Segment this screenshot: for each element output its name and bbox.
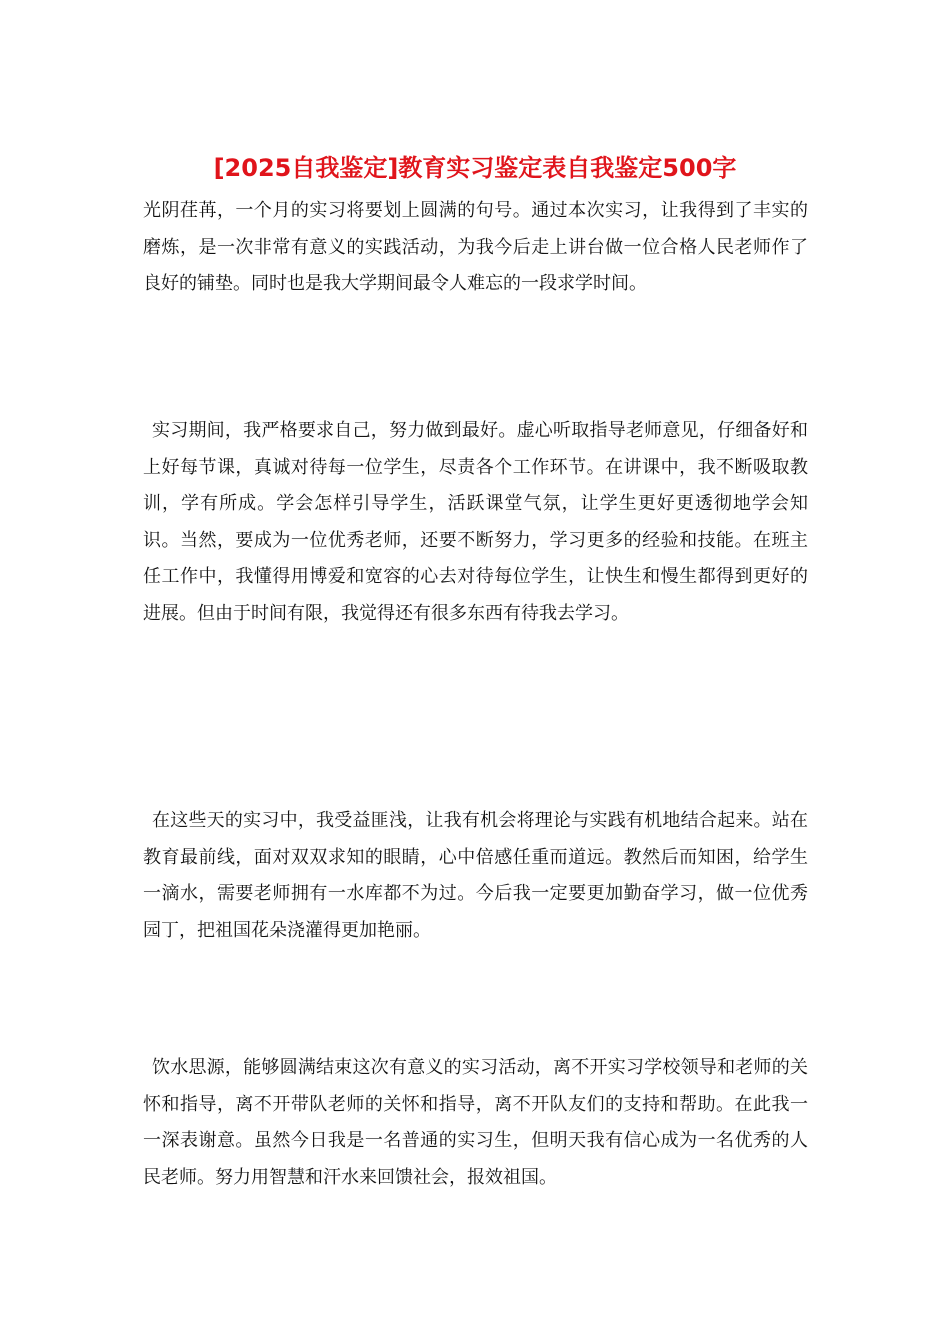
paragraph-gratitude: 饮水思源，能够圆满结束这次有意义的实习活动，离不开实习学校领导和老师的关怀和指导，离不开带队老师的关怀和指导，离不开队友们的支持和帮助。在此我一一深表谢意。虽然今日我是一名普通的实习生，但明天我有信心成为一名优秀的人民老师。努力用智慧和汗水来回馈社会，报效祖国。 bbox=[143, 1057, 808, 1188]
document-title: [2025自我鉴定]教育实习鉴定表自我鉴定500字 bbox=[213, 154, 737, 182]
paragraph-internship-period: 实习期间，我严格要求自己，努力做到最好。虚心听取指导老师意见，仔细备好和上好每节课，真诚对待每一位学生，尽责各个工作环节。在讲课中，我不断吸取教训，学有所成。学会怎样引导学生，活跃课堂气氛，让学生更好更透彻地学会知识。当然，要成为一位优秀老师，还要不断努力，学习更多的经验和技能。在班主任工作中，我懂得用博爱和宽容的心去对待每位学生，让快生和慢生都得到更好的进展。但由于时间有限，我觉得还有很多东西有待我去学习。 bbox=[143, 420, 808, 624]
paragraph-intro: 光阴荏苒，一个月的实习将要划上圆满的句号。通过本次实习，让我得到了丰实的磨炼，是一次非常有意义的实践活动，为我今后走上讲台做一位合格人民老师作了良好的铺垫。同时也是我大学期间最令人难忘的一段求学时间。 bbox=[143, 200, 808, 294]
paragraph-reflection: 在这些天的实习中，我受益匪浅，让我有机会将理论与实践有机地结合起来。站在教育最前线，面对双双求知的眼睛，心中倍感任重而道远。教然后而知困，给学生一滴水，需要老师拥有一水库都不为过。今后我一定要更加勤奋学习，做一位优秀园丁，把祖国花朵浇灌得更加艳丽。 bbox=[143, 810, 808, 941]
